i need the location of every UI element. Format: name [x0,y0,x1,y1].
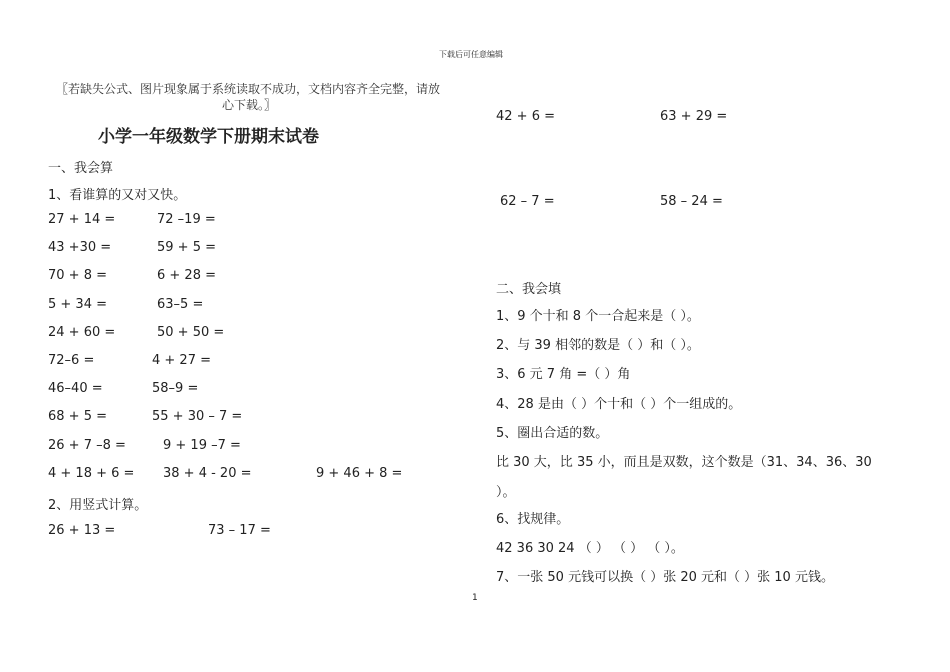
vertical-calc-item: 26 + 13 = [48,523,116,538]
fill-item: 2、与 39 相邻的数是（ ）和（ ）。 [496,338,700,353]
calc-item: 55 + 30 – 7 = [152,409,243,424]
calc-item: 72 –19 = [157,212,216,227]
fill-item: 1、9 个十和 8 个一合起来是（ ）。 [496,309,700,324]
page-number: 1 [472,593,478,603]
calc-item: 59 + 5 = [157,240,216,255]
calc-item: 9 + 46 + 8 = [316,466,403,481]
q2-label: 2、用竖式计算。 [48,498,148,513]
calc-item: 26 + 7 –8 = [48,438,126,453]
fill-item: 5、圈出合适的数。 [496,426,609,441]
fill-item: 比 30 大，比 35 小，而且是双数，这个数是（31、34、36、30 [496,455,872,470]
notice-line-1: 〖若缺失公式、图片现象属于系统读取不成功，文档内容齐全完整，请放 [56,82,441,96]
calc-item: 72–6 = [48,353,95,368]
vertical-calc-item: 73 – 17 = [208,523,271,538]
vertical-calc-item: 63 + 29 = [660,109,728,124]
calc-item: 46–40 = [48,381,103,396]
fill-item-continuation: ）。 [496,485,516,500]
calc-item: 9 + 19 –7 = [163,438,241,453]
section1-heading: 一、我会算 [48,161,114,176]
calc-item: 50 + 50 = [157,325,225,340]
fill-item: 3、6 元 7 角 =（ ）角 [496,367,631,382]
fill-item: 7、一张 50 元钱可以换（ ）张 20 元和（ ）张 10 元钱。 [496,570,834,585]
calc-item: 4 + 18 + 6 = [48,466,135,481]
vertical-calc-item: 58 – 24 = [660,194,723,209]
calc-item: 70 + 8 = [48,268,107,283]
fill-item: 4、28 是由（ ）个十和（ ）个一组成的。 [496,397,742,412]
calc-item: 38 + 4 - 20 = [163,466,252,481]
calc-item: 27 + 14 = [48,212,116,227]
calc-item: 58–9 = [152,381,199,396]
fill-item: 42 36 30 24 （ ） （ ） （ ）。 [496,541,684,556]
calc-item: 43 +30 = [48,240,112,255]
vertical-calc-item: 62 – 7 = [500,194,555,209]
calc-item: 4 + 27 = [152,353,211,368]
q1-label: 1、看谁算的又对又快。 [48,188,187,203]
page-header: 下载后可任意编辑 [439,50,503,59]
calc-item: 6 + 28 = [157,268,216,283]
calc-item: 5 + 34 = [48,297,107,312]
calc-item: 63–5 = [157,297,204,312]
fill-item: 6、找规律。 [496,512,570,527]
calc-item: 68 + 5 = [48,409,107,424]
vertical-calc-item: 42 + 6 = [496,109,555,124]
page-title: 小学一年级数学下册期末试卷 [98,127,319,147]
notice-line-2: 心下载。〗 [222,98,277,112]
calc-item: 24 + 60 = [48,325,116,340]
section2-heading: 二、我会填 [496,282,562,297]
